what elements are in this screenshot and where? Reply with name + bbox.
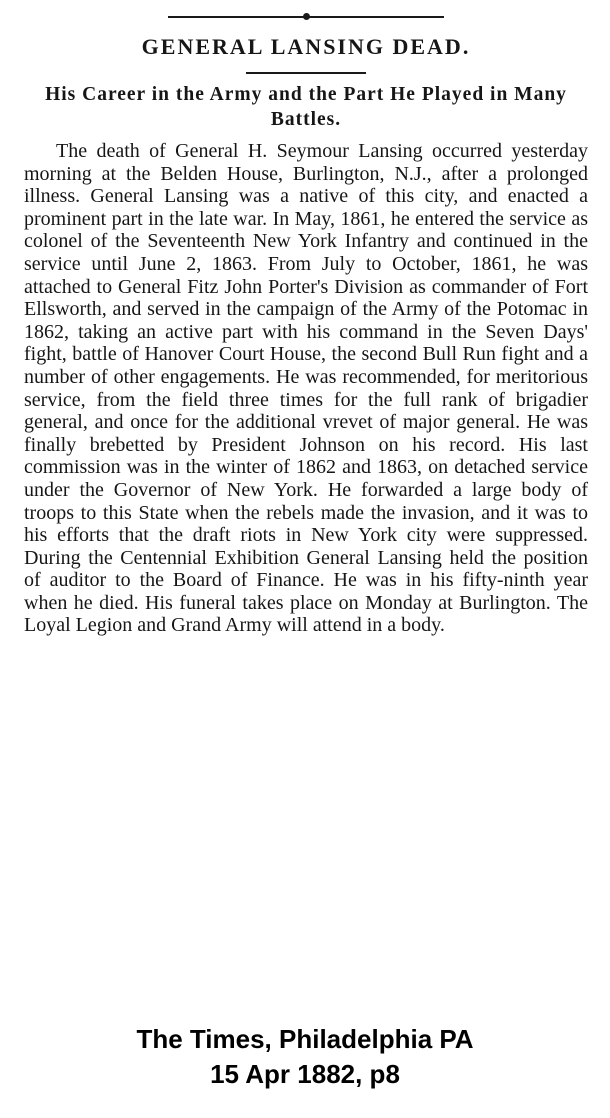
caption-date-page: 15 Apr 1882, p8 xyxy=(210,1059,400,1089)
ornament-dot xyxy=(303,13,310,20)
subheadline: His Career in the Army and the Part He Played in Many Battles. xyxy=(45,84,567,130)
top-ornament-rule xyxy=(168,16,444,18)
headline: GENERAL LANSING DEAD. xyxy=(141,34,471,59)
headline-divider xyxy=(246,72,366,74)
article-body: The death of General H. Seymour Lansing occurred yesterday morning at the Belden House, Burlington, N.J., after a prolonged illness. General Lansing was a native of this city, and enacted a prominent part in the late war. In May, 1861, he entered the service as colonel of the Seventeenth New York Infantry and continued in the service until June 2, 1863. From July to October, 1861, he was attached to General Fitz John Porter's Division as commander of Fort Ellsworth, and served in the campaign of the Army of the Potomac in 1862, taking an active part with his command in the Seven Days' fight, battle of Hanover Court House, the second Bull Run fight and a number of other engagements. He was recommended, for meritorious service, from the field three times for the full rank of brigadier general, and once for the additional vrevet of major general. He was finally brebetted by President Johnson on his record. His last commission was in the winter of 1862 and 1863, on detached service under the Governor of New York. He forwarded a large body of troops to this State when the rebels made the invasion, and it was to his efforts that the draft riots in New York city were suppressed. During the Centennial Exhibition General Lansing held the position of auditor to the Board of Finance. He was in his fifty-ninth year when he died. His funeral takes place on Monday at Burlington. The Loyal Legion and Grand Army will attend in a body. xyxy=(24,140,588,637)
caption-publication: The Times, Philadelphia PA xyxy=(136,1024,474,1054)
